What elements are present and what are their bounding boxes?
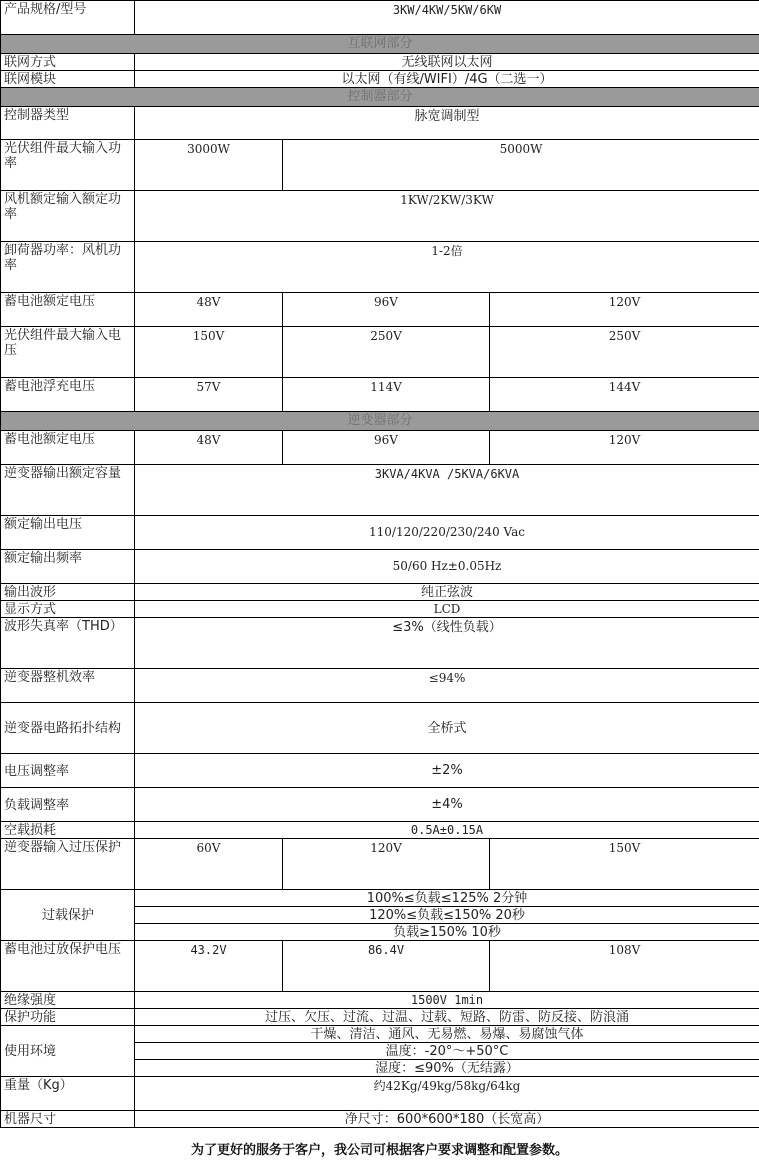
row-controller-type xyxy=(1,107,759,140)
row-label: 负载调整率 xyxy=(1,788,135,822)
value-cell: 负载≥150% 10秒 xyxy=(135,924,759,941)
row-value: ±4% xyxy=(135,788,759,822)
row-label: 联网方式 xyxy=(1,54,135,71)
value-cell: 114V xyxy=(283,378,490,412)
value-cell: 250V xyxy=(490,327,759,378)
section-inverter xyxy=(1,412,759,431)
row-label: 重量（Kg） xyxy=(1,1077,135,1111)
row-label: 光伏组件最大输入功率 xyxy=(1,140,135,191)
row-label: 产品规格/型号 xyxy=(1,1,135,35)
section-title: 逆变器部分 xyxy=(1,412,759,431)
footer-note: 为了更好的服务于客户，我公司可根据客户要求调整和配置参数。 xyxy=(190,1143,568,1158)
row-label: 逆变器输出额定容量 xyxy=(1,465,135,516)
row-value: ≤94% xyxy=(135,669,759,703)
row-input-overvoltage xyxy=(1,839,759,890)
row-label: 过载保护 xyxy=(1,890,135,941)
value-cell: 43.2V xyxy=(135,941,283,992)
row-protection xyxy=(1,1009,759,1026)
row-controller-battery-voltage xyxy=(1,293,759,327)
value-cell: 120V xyxy=(490,293,759,327)
value-cell: 86.4V xyxy=(283,941,490,992)
row-value: LCD xyxy=(135,601,759,618)
value-cell: 100%≤负载≤125% 2分钟 xyxy=(135,890,759,907)
section-title: 互联网部分 xyxy=(1,35,759,54)
row-value: 1-2倍 xyxy=(135,242,759,293)
row-value: 净尺寸：600*600*180（长宽高） xyxy=(135,1111,759,1128)
value-cell: 144V xyxy=(490,378,759,412)
value-cell: 150V xyxy=(490,839,759,890)
row-environment xyxy=(1,1026,759,1043)
row-label: 额定输出频率 xyxy=(1,550,135,584)
value-cell: 48V xyxy=(135,431,283,465)
value-cell: 96V xyxy=(283,293,490,327)
row-output-frequency xyxy=(1,550,759,584)
row-overload xyxy=(1,890,759,907)
value-cell: 3000W xyxy=(135,140,283,191)
row-value: 1500V 1min xyxy=(135,992,759,1009)
row-voltage-regulation xyxy=(1,754,759,788)
value-cell: 57V xyxy=(135,378,283,412)
row-value: 1KW/2KW/3KW xyxy=(135,191,759,242)
value-cell: 60V xyxy=(135,839,283,890)
row-value: 以太网（有线/WIFI）/4G（二选一） xyxy=(135,71,759,88)
row-label: 显示方式 xyxy=(1,601,135,618)
row-value: 纯正弦波 xyxy=(135,584,759,601)
row-value: 无线联网以太网 xyxy=(135,54,759,71)
row-pv-max-voltage xyxy=(1,327,759,378)
row-value: ≤3%（线性负载） xyxy=(135,618,759,669)
row-label: 机器尺寸 xyxy=(1,1111,135,1128)
row-efficiency xyxy=(1,669,759,703)
row-float-voltage xyxy=(1,378,759,412)
row-value: 全桥式 xyxy=(135,703,759,754)
row-value: 约42Kg/49kg/58kg/64kg xyxy=(135,1077,759,1111)
row-label: 波形失真率（THD） xyxy=(1,618,135,669)
row-value: 50/60 Hz±0.05Hz xyxy=(135,550,759,584)
value-cell: 48V xyxy=(135,293,283,327)
row-model xyxy=(1,1,759,35)
value-cell: 5000W xyxy=(283,140,759,191)
row-weight xyxy=(1,1077,759,1111)
value-cell: 温度：-20°～+50°C xyxy=(135,1043,759,1060)
row-label: 蓄电池浮充电压 xyxy=(1,378,135,412)
row-label: 卸荷器功率：风机功率 xyxy=(1,242,135,293)
value-cell: 108V xyxy=(490,941,759,992)
section-controller xyxy=(1,88,759,107)
row-topology xyxy=(1,703,759,754)
row-label: 光伏组件最大输入电压 xyxy=(1,327,135,378)
row-display xyxy=(1,601,759,618)
row-pv-max-power xyxy=(1,140,759,191)
row-inverter-capacity xyxy=(1,465,759,516)
section-internet xyxy=(1,35,759,54)
row-label: 联网模块 xyxy=(1,71,135,88)
row-label: 逆变器输入过压保护 xyxy=(1,839,135,890)
section-title: 控制器部分 xyxy=(1,88,759,107)
row-inverter-battery-voltage xyxy=(1,431,759,465)
row-network-method xyxy=(1,54,759,71)
value-cell: 120%≤负载≤150% 20秒 xyxy=(135,907,759,924)
row-label: 蓄电池额定电压 xyxy=(1,431,135,465)
row-label: 空载损耗 xyxy=(1,822,135,839)
row-network-module xyxy=(1,71,759,88)
row-no-load-loss xyxy=(1,822,759,839)
value-cell: 湿度：≤90%（无结露） xyxy=(135,1060,759,1077)
value-cell: 120V xyxy=(490,431,759,465)
row-load-regulation xyxy=(1,788,759,822)
value-cell: 250V xyxy=(283,327,490,378)
row-thd xyxy=(1,618,759,669)
row-value: 过压、欠压、过流、过温、过载、短路、防雷、防反接、防浪涌 xyxy=(135,1009,759,1026)
row-label: 输出波形 xyxy=(1,584,135,601)
row-dimensions xyxy=(1,1111,759,1128)
value-cell: 96V xyxy=(283,431,490,465)
row-label: 风机额定输入额定功率 xyxy=(1,191,135,242)
row-dump-load xyxy=(1,242,759,293)
row-label: 绝缘强度 xyxy=(1,992,135,1009)
row-label: 额定输出电压 xyxy=(1,516,135,550)
row-waveform xyxy=(1,584,759,601)
row-label: 逆变器电路拓扑结构 xyxy=(1,703,135,754)
value-cell: 干燥、清洁、通风、无易燃、易爆、易腐蚀气体 xyxy=(135,1026,759,1043)
row-label: 蓄电池额定电压 xyxy=(1,293,135,327)
row-value: ±2% xyxy=(135,754,759,788)
row-insulation xyxy=(1,992,759,1009)
row-label: 控制器类型 xyxy=(1,107,135,140)
row-label: 使用环境 xyxy=(1,1026,135,1077)
row-over-discharge xyxy=(1,941,759,992)
row-label: 保护功能 xyxy=(1,1009,135,1026)
value-cell: 150V xyxy=(135,327,283,378)
row-label: 蓄电池过放保护电压 xyxy=(1,941,135,992)
row-output-voltage xyxy=(1,516,759,550)
row-value: 110/120/220/230/240 Vac xyxy=(135,516,759,550)
row-value: 脉宽调制型 xyxy=(135,107,759,140)
row-value: 0.5A±0.15A xyxy=(135,822,759,839)
row-label: 电压调整率 xyxy=(1,754,135,788)
row-value: 3KW/4KW/5KW/6KW xyxy=(135,1,759,35)
row-value: 3KVA/4KVA /5KVA/6KVA xyxy=(135,465,759,516)
row-wind-power xyxy=(1,191,759,242)
value-cell: 120V xyxy=(283,839,490,890)
row-label: 逆变器整机效率 xyxy=(1,669,135,703)
